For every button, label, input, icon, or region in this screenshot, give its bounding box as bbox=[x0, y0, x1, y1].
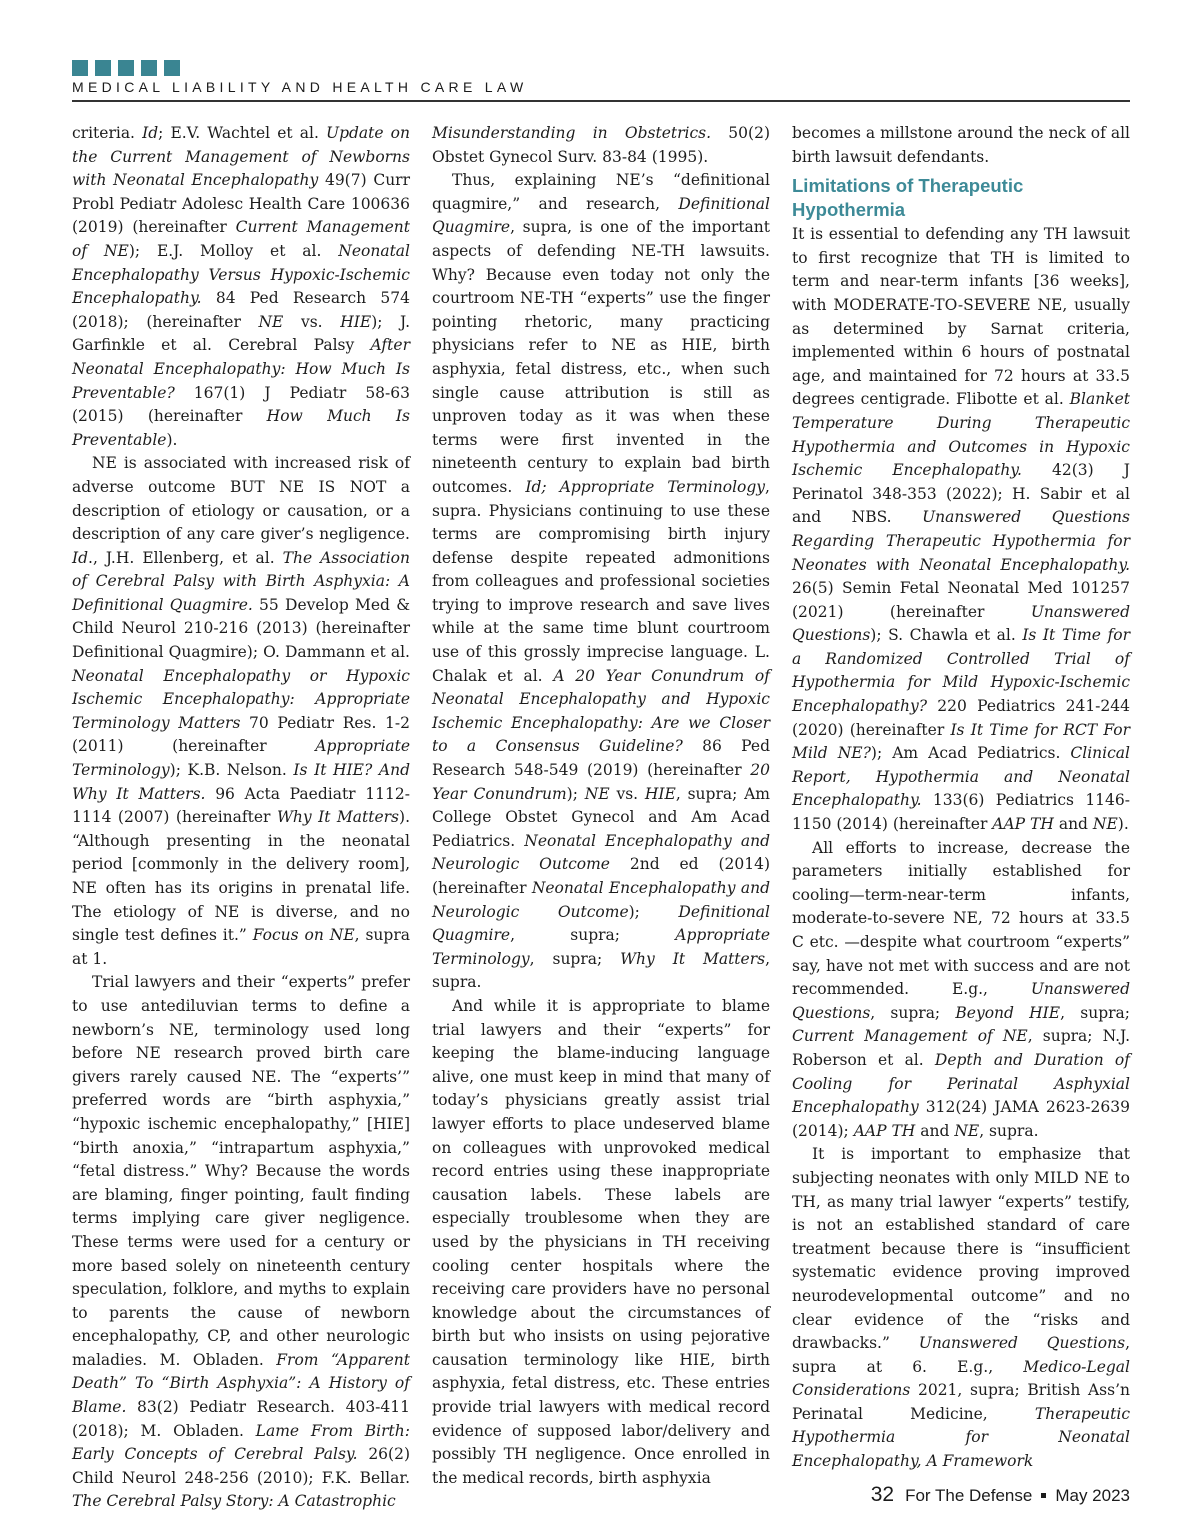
header-square bbox=[141, 60, 157, 76]
article-paragraph: Misunderstanding in Obstetrics. 50(2) Obstet Gynecol Surv. 83-84 (1995). bbox=[432, 124, 770, 166]
header-square bbox=[95, 60, 111, 76]
section-heading: Limitations of Therapeutic Hypothermia bbox=[792, 175, 1024, 221]
publication-name: For The Defense bbox=[905, 1486, 1033, 1505]
article-column-3 bbox=[792, 122, 1131, 1471]
article-paragraph: Thus, explaining NE’s “definitional quagmire,” and research, Definitional Quagmire, supra, is one of the important aspects of defending NE-TH lawsuits. Why? Because even today not only the courtroom NE-TH “experts” use the finger pointing rhetoric, many practicing physicians refer to NE as HIE, birth asphyxia, fetal distress, etc., when such single cause attribution is still as unproven today as it was when these terms were first invented in the nineteenth century to explain bad birth outcomes. Id; Appropriate Terminology, supra. Physicians continuing to use these terms are compromising birth injury defense despite repeated admonitions from colleagues and professional societies trying to improve research and save lives while at the same time blunt courtroom use of this grossly imprecise language. L. Chalak et al. A 20 Year Conundrum of Neonatal Encephalopathy and Hypoxic Ischemic Encephalopathy: Are we Closer to a Consensus Guideline? 86 Ped Research 548-549 (2019) (hereinafter 20 Year Conundrum); NE vs. HIE, supra; Am College Obstet Gynecol and Am Acad Pediatrics. Neonatal Encephalopathy and Neurologic Outcome 2nd ed (2014) (hereinafter Neonatal Encephalopathy and Neurologic Outcome); Definitional Quagmire, supra; Appropriate Terminology, supra; Why It Matters, supra. bbox=[432, 171, 771, 992]
footer-bullet bbox=[1041, 1493, 1046, 1498]
header-divider bbox=[72, 100, 1130, 102]
article-paragraph: It is essential to defending any TH lawsuit to first recognize that TH is limited to term and near-term infants [36 weeks], with MODERATE-TO-SEVERE NE, usually as determined by Sarnat criteria, implemented within 6 hours of postnatal age, and maintained for 72 hours at 33.5 degrees centigrade. Flibotte et al. Blanket Temperature During Therapeutic Hypothermia and Outcomes in Hypoxic Ischemic Encephalopathy. 42(3) J Perinatol 348-353 (2022); H. Sabir et al and NBS. Unanswered Questions Regarding Therapeutic Hypothermia for Neonates with Neonatal Encephalopathy. 26(5) Semin Fetal Neonatal Med 101257 (2021) (hereinafter Unanswered Questions); S. Chawla et al. Is It Time for a Randomized Controlled Trial of Hypothermia for Mild Hypoxic-Ischemic Encephalopathy? 220 Pediatrics 241-244 (2020) (hereinafter Is It Time for RCT For Mild NE?); Am Acad Pediatrics. Clinical Report, Hypothermia and Neonatal Encephalopathy. 133(6) Pediatrics 1146-1150 (2014) (hereinafter AAP TH and NE). bbox=[792, 225, 1131, 834]
header-square bbox=[118, 60, 134, 76]
header-squares-logo bbox=[72, 60, 180, 76]
article-paragraph: NE is associated with increased risk of adverse outcome BUT NE IS NOT a description of etiology or causation, or a description of any care giver’s negligence. Id., J.H. Ellenberg, et al. The Association of Cerebral Palsy with Birth Asphyxia: A Definitional Quagmire. 55 Develop Med & Child Neurol 210-216 (2013) (hereinafter Definitional Quagmire); O. Dammann et al. Neonatal Encephalopathy or Hypoxic Ischemic Encephalopathy: Appropriate Terminology Matters 70 Pediatr Res. 1-2 (2011) (hereinafter Appropriate Terminology); K.B. Nelson. Is It HIE? And Why It Matters. 96 Acta Paediatr 1112-1114 (2007) (hereinafter Why It Matters). “Although presenting in the neonatal period [commonly in the delivery room], NE often has its origins in prenatal life. The etiology of NE is diverse, and no single test defines it.” Focus on NE, supra at 1. bbox=[72, 454, 411, 968]
section-header-title: MEDICAL LIABILITY AND HEALTH CARE LAW bbox=[72, 79, 528, 95]
article-paragraph: And while it is appropriate to blame trial lawyers and their “experts” for keeping the blame-inducing language alive, one must keep in mind that many of today’s physicians greatly assist trial lawyer efforts to place undeserved blame on colleagues with unprovoked medical record entries using these inappropriate causation labels. These labels are especially troublesome when they are used by the physicians in TH receiving cooling center hospitals where the receiving care providers have no personal knowledge about the circumstances of birth but who insists on using pejorative causation terminology like HIE, birth asphyxia, fetal distress, etc. These entries provide trial lawyers with medical record evidence of supposed labor/delivery and possibly TH negligence. Once enrolled in the medical records, birth asphyxia bbox=[432, 996, 770, 1487]
page-footer bbox=[871, 1483, 1130, 1507]
article-paragraph: becomes a millstone around the neck of all birth lawsuit defendants. bbox=[792, 124, 1130, 166]
header-square bbox=[164, 60, 180, 76]
page-number: 32 bbox=[870, 1483, 895, 1506]
article-paragraph: It is important to emphasize that subjecting neonates with only MILD NE to TH, as many trial lawyer “experts” testify, is not an established standard of care treatment because there is “insufficient systematic evidence proving improved neurodevelopmental outcome” and no clear evidence of the “risks and drawbacks.” Unanswered Questions, supra at 6. E.g., Medico-Legal Considerations 2021, supra; British Ass’n Perinatal Medicine, Therapeutic Hypothermia for Neonatal Encephalopathy, A Framework bbox=[792, 1145, 1130, 1471]
issue-date: May 2023 bbox=[1055, 1486, 1130, 1505]
article-column-2 bbox=[432, 122, 771, 1487]
article-paragraph: Trial lawyers and their “experts” prefer to use antediluvian terms to define a newborn’s NE, terminology used long before NE research proved birth care givers rarely caused NE. The “experts’” preferred words are “birth asphyxia,” “hypoxic ischemic encephalopathy,” [HIE] “birth anoxia,” “intrapartum asphyxia,” “fetal distress.” Why? Because the words are blaming, finger pointing, fault finding terms implying care giver negligence. These terms were used for a century or more based solely on nineteenth century speculation, folklore, and myths to explain to parents the cause of newborn encephalopathy, CP, and other neurologic maladies. M. Obladen. From “Apparent Death” To “Birth Asphyxia”: A History of Blame. 83(2) Pediatr Research. 403-411 (2018); M. Obladen. Lame From Birth: Early Concepts of Cerebral Palsy. 26(2) Child Neurol 248-256 (2010); F.K. Bellar. The Cerebral Palsy Story: A Catastrophic bbox=[72, 973, 410, 1511]
header-square bbox=[72, 60, 88, 76]
article-column-1 bbox=[72, 122, 411, 1511]
article-paragraph: All efforts to increase, decrease the parameters initially established for cooling—term-near-term infants, moderate-to-severe NE, 72 hours at 33.5 C etc. —despite what courtroom “experts” say, have not met with success and are not recommended. E.g., Unanswered Questions, supra; Beyond HIE, supra; Current Management of NE, supra; N.J. Roberson et al. Depth and Duration of Cooling for Perinatal Asphyxial Encephalopathy 312(24) JAMA 2623-2639 (2014); AAP TH and NE, supra. bbox=[792, 838, 1130, 1140]
article-paragraph: criteria. Id; E.V. Wachtel et al. Update on the Current Management of Newborns with Neonatal Encephalopathy 49(7) Curr Probl Pediatr Adolesc Health Care 100636 (2019) (hereinafter Current Management of NE); E.J. Molloy et al. Neonatal Encephalopathy Versus Hypoxic-Ischemic Encephalopathy. 84 Ped Research 574 (2018); (hereinafter NE vs. HIE); J. Garfinkle et al. Cerebral Palsy After Neonatal Encephalopathy: How Much Is Preventable? 167(1) J Pediatr 58-63 (2015) (hereinafter How Much Is Preventable). bbox=[72, 124, 410, 449]
